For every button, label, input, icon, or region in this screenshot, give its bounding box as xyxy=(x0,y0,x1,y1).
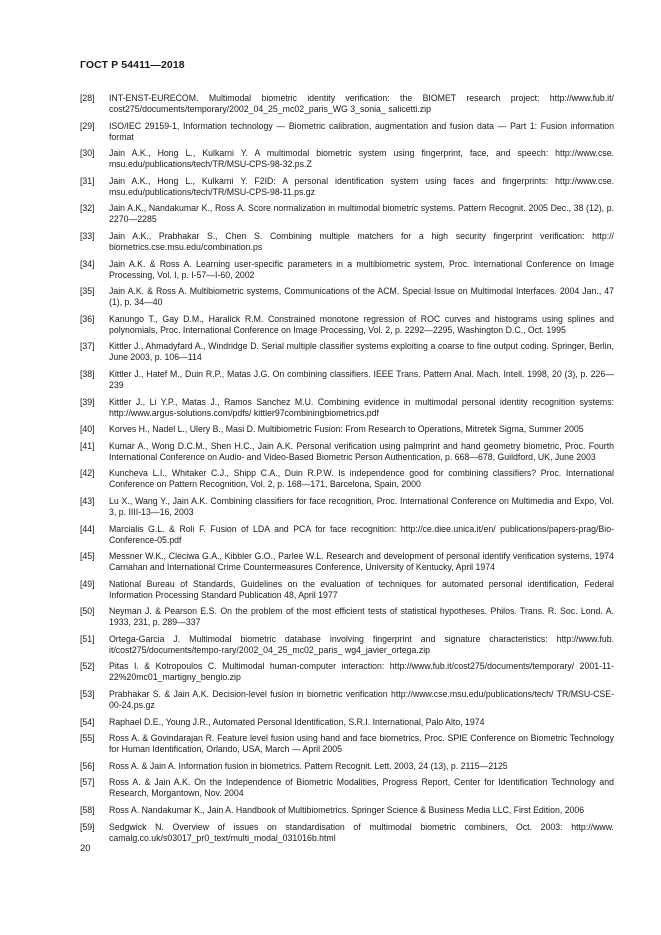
reference-number: [44] xyxy=(80,523,95,534)
reference-item xyxy=(80,286,614,308)
reference-number: [49] xyxy=(80,578,95,589)
reference-item xyxy=(80,606,614,628)
reference-item xyxy=(80,777,614,799)
reference-number: [33] xyxy=(80,230,95,241)
reference-item xyxy=(80,259,614,281)
reference-number: [30] xyxy=(80,148,95,159)
reference-list xyxy=(80,93,614,849)
reference-text: Pitas I. & Kotropoulos C. Multimodal human-computer interaction: http://www.fub.it/cost275/documents/temporary/ 2001-11-22%20mc01_martigny_bengio.zip xyxy=(109,661,614,683)
reference-text: National Bureau of Standards, Guidelines on the evaluation of techniques for automated personal identification, Federal Information Processing Standard Publication 48, April 1977 xyxy=(109,578,614,600)
reference-text: Kittler J., Ahmadyfard A., Windridge D. Serial multiple classifier systems exploiting a coarse to fine output coding. Springer, Berlin, June 2003, p. 106—114 xyxy=(109,341,614,363)
reference-number: [57] xyxy=(80,777,95,788)
reference-item xyxy=(80,717,614,728)
reference-number: [59] xyxy=(80,821,95,832)
reference-item xyxy=(80,341,614,363)
reference-number: [36] xyxy=(80,313,95,324)
reference-item xyxy=(80,551,614,573)
reference-text: INT-ENST-EURECOM. Multimodal biometric identity verification: the BIOMET research project: http://www.fub.it/ cost275/documents/temporary/2002_04_25_mc02_paris_WG 3_sonia_ salicetti.zip xyxy=(109,93,614,114)
reference-number: [51] xyxy=(80,633,95,644)
reference-item xyxy=(80,369,614,391)
reference-number: [45] xyxy=(80,551,95,562)
reference-item xyxy=(80,397,614,419)
reference-item xyxy=(80,93,614,115)
reference-number: [29] xyxy=(80,120,95,131)
reference-text: ISO/IEC 29159-1, Information technology — Biometric calibration, augmentation and fusion data — Part 1: Fusion information format xyxy=(109,120,614,142)
reference-text: Jain A.K., Hong L., Kulkarni Y. F2ID: A personal identification system using faces and fingerprints: http://www.cse. msu.edu/publications/tech/TR/MSU-CPS-98-11.ps.gz xyxy=(109,175,614,197)
reference-text: Kumar A., Wong D.C.M., Shen H.C., Jain A.K. Personal verification using palmprint and hand geometry biometric, Proc. Fourth International Conference on Audio- and Video-Based Biometric Person Authentication, p. 668—678, Guildford, UK, June 2003 xyxy=(109,440,614,462)
page-number: 20 xyxy=(80,843,91,854)
reference-number: [52] xyxy=(80,661,95,672)
reference-number: [37] xyxy=(80,341,95,352)
reference-number: [42] xyxy=(80,468,95,479)
reference-item xyxy=(80,176,614,198)
reference-text: Jain A.K., Nandakumar K., Ross A. Score normalization in multimodal biometric systems. Pattern Recognit. 2005 Dec., 38 (12), p. 2270—2285 xyxy=(109,203,614,225)
reference-item xyxy=(80,733,614,755)
reference-number: [32] xyxy=(80,203,95,214)
reference-item xyxy=(80,231,614,253)
reference-text: Ross A. Nandakumar K., Jain A. Handbook of Multibiometrics. Springer Science & Business Media LLC, First Edition, 2006 xyxy=(109,805,585,816)
reference-text: Kittler J., Hatef M., Duin R.P., Matas J.G. On combining classifiers. IEEE Trans. Pattern Anal. Mach. Intell. 1998, 20 (3), p. 226—239 xyxy=(109,368,614,390)
reference-item xyxy=(80,496,614,518)
reference-item xyxy=(80,121,614,143)
reference-item xyxy=(80,148,614,170)
reference-item xyxy=(80,661,614,683)
reference-number: [38] xyxy=(80,368,95,379)
reference-item xyxy=(80,761,614,772)
reference-number: [31] xyxy=(80,175,95,186)
reference-text: Jain A.K., Prabhakar S., Chen S. Combining multiple matchers for a high security fingerprint verification: http:// biometrics.cse.msu.edu/combination.ps xyxy=(109,230,614,252)
reference-text: Korves H., Nadel L., Ulery B., Masi D. Multibiometric Fusion: From Research to Operations, Mitretek Sigma, Summer 2005 xyxy=(109,424,584,435)
reference-text: Jain A.K. & Ross A. Multibiometric systems, Communications of the ACM. Special Issue on Multimodal Interfaces. 2004 Jan., 47 (1), p. 34—40 xyxy=(109,286,614,308)
reference-number: [34] xyxy=(80,258,95,269)
reference-number: [28] xyxy=(80,93,95,103)
reference-number: [58] xyxy=(80,805,95,816)
reference-item xyxy=(80,203,614,225)
reference-text: Kuncheva L.I., Whitaker C.J., Shipp C.A., Duin R.P.W. Is independence good for combining classifiers? Proc. International Conference on Pattern Recognition, Vol. 2, p. 168—171, Barcelona, Spain, 2000 xyxy=(109,468,614,490)
reference-text: Marcialis G.L. & Roli F. Fusion of LDA and PCA for face recognition: http://ce.diee.unica.it/en/ publications/papers-prag/Bio-Conference-05.pdf xyxy=(109,523,614,545)
reference-item xyxy=(80,634,614,656)
reference-item xyxy=(80,579,614,601)
reference-item xyxy=(80,314,614,336)
reference-number: [43] xyxy=(80,495,95,506)
reference-text: Messner W.K., Cleciwa G.A., Kibbler G.O., Parlee W.L. Research and development of personal identify verification systems, 1974 Carnahan and International Crime Countermeasures Conference, University of Kentucky, April 1974 xyxy=(109,551,614,573)
reference-number: [40] xyxy=(80,424,95,435)
reference-item xyxy=(80,689,614,711)
reference-text: Raphael D.E., Young J.R., Automated Personal Identification, S.R.I. International, Palo Alto, 1974 xyxy=(109,716,485,727)
reference-text: Neyman J. & Pearson E.S. On the problem of the most efficient tests of statistical hypotheses. Philos. Trans. R. Soc. Lond. A. 1933, 231, p. 289—337 xyxy=(109,606,614,628)
reference-number: [50] xyxy=(80,606,95,617)
reference-text: Ross A. & Govindarajan R. Feature level fusion using hand and face biometrics, Proc. SPIE Conference on Biometric Technology for Human Identification, Orlando, USA, March — April 2005 xyxy=(109,733,614,755)
reference-number: [39] xyxy=(80,396,95,407)
reference-text: Jain A.K. & Ross A. Learning user-specific parameters in a multibiometric system, Proc. International Conference on Image Processing, Vol. I, p. I-57—I-60, 2002 xyxy=(109,258,614,280)
reference-text: Sedgwick N. Overview of issues on standardisation of multimodal biometric combiners, Oct. 2003: http://www. camalg.co.uk/s03017_pr0_text/multi_modal_031016b.html xyxy=(109,821,614,843)
reference-text: Jain A.K., Hong L., Kulkarni Y. A multimodal biometric system using fingerprint, face, and speech: http://www.cse. msu.edu/publications/tech/TR/MSU-CPS-98-32.ps.Z xyxy=(109,148,614,170)
reference-item xyxy=(80,468,614,490)
reference-number: [35] xyxy=(80,286,95,297)
reference-item xyxy=(80,524,614,546)
reference-text: Kanungo T., Gay D.M., Haralick R.M. Constrained monotone regression of ROC curves and histograms using splines and polynomials, Proc. International Conference on Image Processing, Vol. 2, p. 2292—2295, Washington D.C., Oct. 1995 xyxy=(109,313,614,335)
document-header: ГОСТ Р 54411—2018 xyxy=(80,59,185,71)
reference-item xyxy=(80,805,614,816)
reference-text: Ross A. & Jain A.K. On the Independence of Biometric Modalities, Progress Report, Center for Identification Technology and Research, Morgantown, Nov. 2004 xyxy=(109,777,614,799)
reference-number: [54] xyxy=(80,716,95,727)
reference-text: Ortega-Garcia J. Multimodal biometric database involving fingerprint and signature characteristics: http://www.fub. it/cost275/documents/tempo-rary/2002_04_25_mc02_paris_ wg4_javier_ortega.zip xyxy=(109,633,614,655)
reference-number: [41] xyxy=(80,440,95,451)
reference-text: Lu X., Wang Y., Jain A.K. Combining classifiers for face recognition, Proc. International Conference on Multimedia and Expo, Vol. 3, p. IIII-13—16, 2003 xyxy=(109,495,614,517)
reference-number: [55] xyxy=(80,733,95,744)
reference-item xyxy=(80,424,614,435)
reference-text: Prabhakar S. & Jain A.K. Decision-level fusion in biometric verification http://www.cse.msu.edu/publications/tech/ TR/MSU-CSE-00-24.ps.gz xyxy=(109,689,614,711)
reference-text: Ross A. & Jain A. Information fusion in biometrics. Pattern Recognit. Lett. 2003, 24 (13), p. 2115—2125 xyxy=(109,760,508,771)
reference-number: [53] xyxy=(80,689,95,700)
reference-item xyxy=(80,822,614,844)
reference-text: Kittler J., Li Y.P., Matas J., Ramos Sanchez M.U. Combining evidence in multimodal personal identity recognition systems: http://www.argus-solutions.com/pdfs/ kittler97combiningbiometrics.pdf xyxy=(109,396,614,418)
reference-item xyxy=(80,441,614,463)
reference-number: [56] xyxy=(80,760,95,771)
